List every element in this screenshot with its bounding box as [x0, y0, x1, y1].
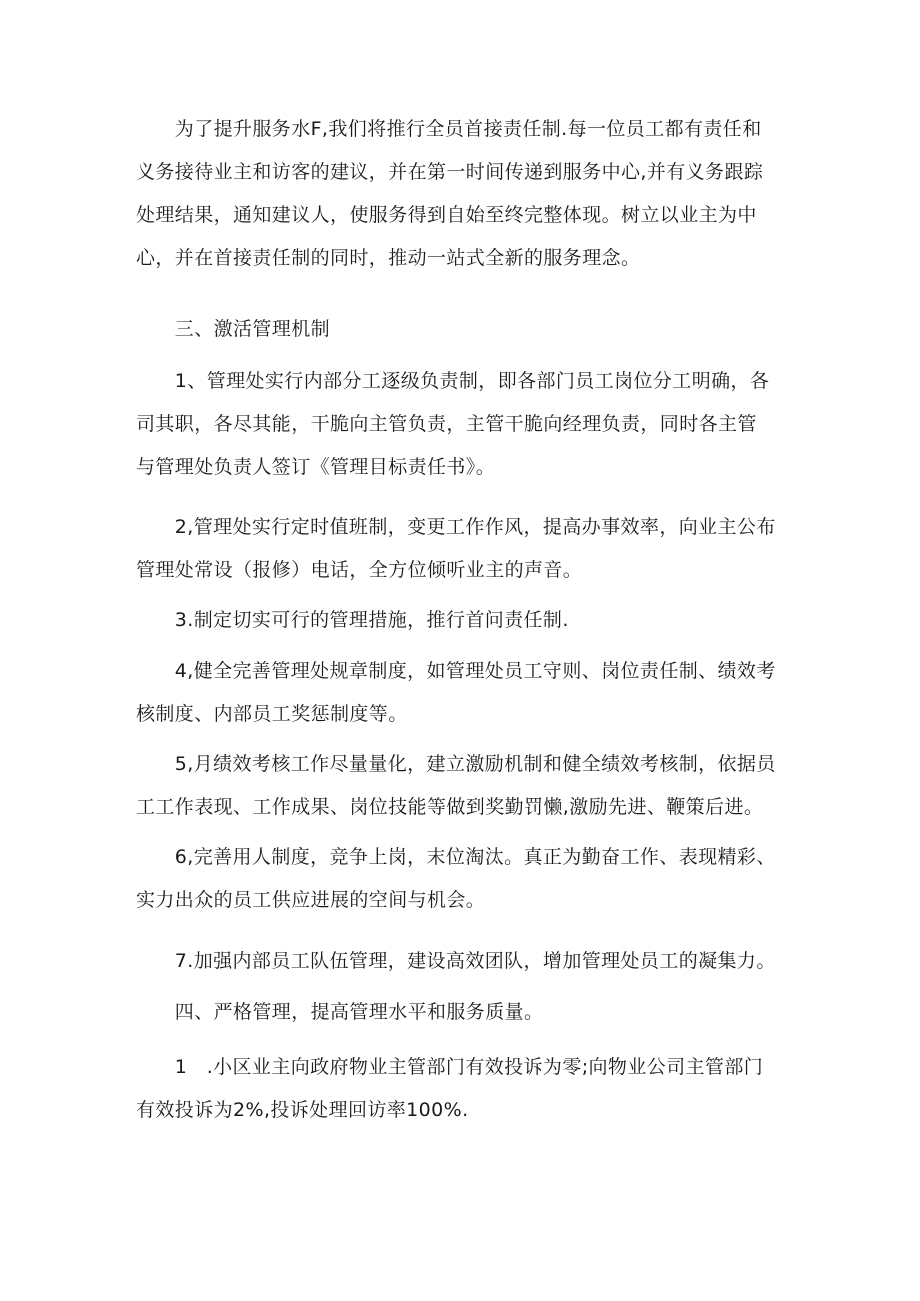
- text-line: 工工作表现、工作成果、岗位技能等做到奖勤罚懒,激励先进、鞭策后进。: [136, 796, 764, 818]
- text-line: 三、激活管理机制: [136, 318, 331, 340]
- text-line: 2,管理处实行定时值班制，变更工作作风，提高办事效率，向业主公布: [136, 516, 776, 538]
- text-line: 1 .小区业主向政府物业主管部门有效投诉为零;向物业公司主管部门: [136, 1056, 764, 1078]
- text-line: 四、严格管理，提高管理水平和服务质量。: [136, 1001, 544, 1023]
- text-line: 6,完善用人制度，竞争上岗，末位淘汰。真正为勤奋工作、表现精彩、: [136, 846, 776, 868]
- text-line: 与管理处负责人签订《管理目标责任书》。: [136, 456, 496, 478]
- text-line: 心，并在首接责任制的同时，推动一站式全新的服务理念。: [136, 247, 641, 269]
- text-line: 4,健全完善管理处规章制度，如管理处员工守则、岗位责任制、绩效考: [136, 660, 776, 682]
- text-line: 管理处常设（报修）电话，全方位倾听业主的声音。: [136, 559, 583, 581]
- list-item-2: [136, 506, 796, 592]
- section-heading-3: [136, 308, 796, 351]
- list-item-3: [136, 599, 796, 642]
- paragraph-service-level: [136, 108, 796, 280]
- text-line: 处理结果，通知建议人，使服务得到自始至终完整体现。树立以业主为中: [136, 204, 757, 226]
- text-line: 为了提升服务水F,我们将推行全员首接责任制.每一位员工都有责任和: [136, 118, 762, 140]
- list-item-6: [136, 836, 796, 922]
- list-item-4: [136, 650, 796, 736]
- list-item-1: [136, 360, 796, 489]
- text-line: 5,月绩效考核工作尽量量化，建立激励机制和健全绩效考核制，依据员: [136, 753, 776, 775]
- text-line: 1、管理处实行内部分工逐级负责制，即各部门员工岗位分工明确，各: [136, 370, 770, 392]
- text-line: 3.制定切实可行的管理措施，推行首问责任制.: [136, 609, 569, 631]
- text-line: 实力出众的员工供应进展的空间与机会。: [136, 889, 486, 911]
- list-item-5: [136, 743, 796, 829]
- text-line: 核制度、内部员工奖惩制度等。: [136, 703, 408, 725]
- text-line: 有效投诉为2%,投诉处理回访率100%.: [136, 1099, 469, 1121]
- text-line: 司其职，各尽其能，干脆向主管负责，主管干脆向经理负责，同时各主管: [136, 413, 757, 435]
- text-line: 义务接待业主和访客的建议，并在第一时间传递到服务中心,并有义务跟踪: [136, 161, 764, 183]
- list-item-7: [136, 940, 796, 983]
- section-heading-4: [136, 991, 796, 1034]
- text-line: 7.加强内部员工队伍管理，建设高效团队，增加管理处员工的凝集力。: [136, 950, 776, 972]
- list-item-complaints: [136, 1046, 796, 1132]
